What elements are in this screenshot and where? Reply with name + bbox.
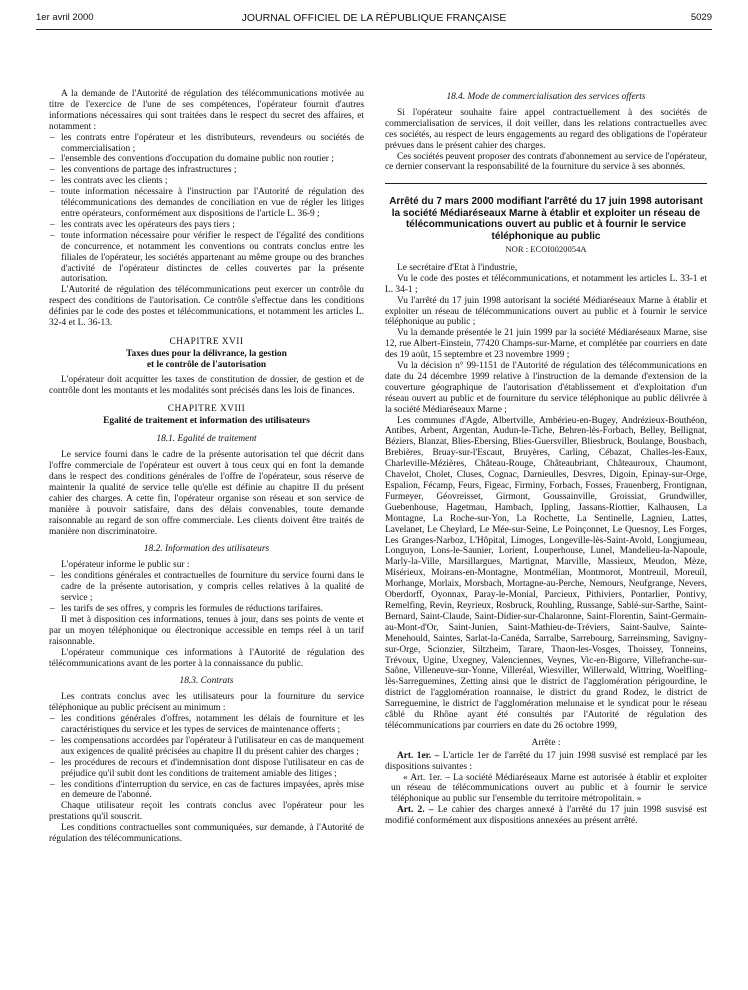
list-item: – les contrats avec les opérateurs des pays tiers ; — [49, 220, 364, 231]
list-item: – toute information nécessaire pour vérifier le respect de l'égalité des conditions de concurrence, et notamment les conventions ou contrats conclus entre les filiales de l'opérateur, les sociétés appartenant au même groupe ou des branches d'activité de l'opérateur distinctes de celles couvertes par la présente autorisation. — [49, 231, 364, 286]
paragraph: L'opérateur informe le public sur : — [61, 560, 190, 571]
list-item: – les conditions d'interruption du service, en cas de factures impayées, après mise en demeure de l'abonné. — [49, 780, 364, 802]
list-information — [49, 133, 364, 286]
paragraph-communes: Les communes d'Agde, Albertville, Ambérieu-en-Bugey, Andrézieux-Bouthéon, Antibes, Arbent, Argentan, Audun-le-Tiche, Behren-lès-Forbach, Belley, Bellignat, Béziers, Blanzat, Blies-Ebersing, Blies-Guersviller, Bliesbruck, Boulange, Bousbach, Brebières, Bruay-sur-l'Escaut, Bruyères, Carling, Cébazat, Challes-les-Eaux, Charleville-Mézières, Château-Rouge, Châteaubriant, Châteauroux, Chaumont, Chavelot, Cholet, Cluses, Cognac, Darnieulles, Desvres, Digoin, Epinay-sur-Orge, Espalion, Fécamp, Feurs, Figeac, Firminy, Forbach, Fosses, Frauenberg, Frontignan, Furmeyer, Géovreisset, Girmont, Goussainville, Groissiat, Grundwiller, Guebenhouse, Hagetmau, Hambach, Ippling, Jassans-Riottier, Kalhausen, La Montagne, La Roche-sur-Yon, La Rochette, La Sentinelle, Lagnieu, Lattes, Lavelanet, Le Cheylard, Le Mée-sur-Seine, Le Poinçonnet, Le Quesnoy, Les Forges, Les Granges-Narboz, L'Hôpital, Limoges, Longeville-lès-Saint-Avold, Longjumeau, Longuyon, Lons-le-Saunier, Lorient, Louperhouse, Lunel, Mandelieu-la-Napoule, Marly-la-Ville, Marsillargues, Martignat, Marville, Massieux, Meudon, Mèze, Misérieux, Moirans-en-Montagne, Montmélian, Montmorot, Montreuil, Moreuil, Morhange, Morlaix, Morsbach, Mortagne-au-Perche, Nemours, Neufgrange, Nevers, Oberdorff, Oyonnax, Paray-le-Monial, Parcieux, Pithiviers, Pontarlier, Pontivy, Remelfing, Revin, Reyrieux, Rosbruck, Rouhling, Russange, Sablé-sur-Sarthe, Saint-Bernard, Saint-Claude, Saint-Didier-sur-Chalaronne, Saint-Florentin, Saint-Germain-au-Mont-d'Or, Saint-Junien, Saint-Mathieu-de-Tréviers, Saint-Saulve, Sainte-Menehould, Saintes, Sarlat-la-Canéda, Sarralbe, Sarrebourg, Sarreinsming, Savigny-sur-Orge, Scionzier, Siltzheim, Tarare, Thaon-les-Vosges, Thoissey, Tonneins, Trévoux, Ugine, Uxegney, Valenciennes, Veynes, Vic-en-Bigorre, Villefranche-sur-Saône, Villeneuve-sur-Yonne, Villeréal, Wiesviller, Willerwald, Wittring, Woelfling-lès-Sarreguemines, Zetting ainsi que le district de l'agglomération périgourdine, le district de l'agglomération roannaise, le district du grand Rodez, le district de Sarreguemine, le district de l'agglomération melunaise et le syndicat pour le réseau câblé du Rhône ayant été consultés par l'Autorité de régulation des télécommunications par courriers en date du 26 octobre 1999, — [385, 415, 707, 731]
list-public-info — [49, 571, 364, 615]
paragraph: L'Autorité de régulation des télécommunications peut exercer un contrôle du respect des conditions de l'autorisation. Ce contrôle s'effectue dans les conditions définies par le code des postes et télécommunications, et notamment les articles L. 32-4 et L. 36-13. — [49, 285, 364, 329]
section-heading: 18.3. Contrats — [179, 676, 234, 687]
list-item: – les conditions générales et contractuelles de fourniture du service fourni dans le cadre de la présente autorisation, y compris celles relatives à la qualité de service ; — [49, 571, 364, 604]
chapter-heading: CHAPITRE XVIII — [167, 404, 246, 415]
paragraph: Si l'opérateur souhaite faire appel contractuellement à des sociétés de commercialisation de services, il doit veiller, dans les relations contractuelles avec ces sociétés, au respect de leurs engagements au regard des obligations de l'opérateur prévues dans le présent cahier des charges. — [385, 107, 707, 151]
paragraph: A la demande de l'Autorité de régulation des télécommunications motivée au titre de l'exercice de l'une de ses compétences, l'opérateur fournit d'autres informations nécessaires qui sont traitées dans le respect du secret des affaires, et notamment : — [49, 89, 364, 132]
paragraph: Le secrétaire d'Etat à l'industrie, — [397, 262, 518, 273]
left-column — [49, 89, 364, 845]
list-item: – les contrats entre l'opérateur et les distributeurs, revendeurs ou sociétés de commercialisation ; — [49, 133, 364, 155]
paragraph: Vu l'arrêté du 17 juin 1998 autorisant la société Médiaréseaux Marne à établir et exploiter un réseau de télécommunications ouvert au public et à fournir le service téléphonique au public ; — [385, 295, 707, 328]
list-item: – les compensations accordées par l'opérateur à l'utilisateur en cas de manquement aux exigences de qualité précisées au chapitre II du présent cahier des charges ; — [49, 736, 364, 758]
page-header — [36, 12, 712, 28]
article-2 — [385, 805, 707, 827]
list-item: – l'ensemble des conventions d'occupation du domaine public non routier ; — [49, 154, 364, 165]
section-heading: 18.2. Information des utilisateurs — [143, 544, 270, 555]
chapter-title-line: Taxes dues pour la délivrance, la gestion — [126, 348, 287, 359]
list-contracts — [49, 714, 364, 801]
header-date: 1er avril 2000 — [36, 12, 94, 23]
paragraph: Les conditions contractuelles sont communiquées, sur demande, à l'Autorité de régulation des télécommunications. — [49, 823, 364, 845]
right-column — [385, 92, 707, 827]
arrete-title: Arrêté du 7 mars 2000 modifiant l'arrêté du 17 juin 1998 autorisant la société Médiaréseaux Marne à établir et exploiter un réseau de télécommunications ouvert au public et à fournir le service téléphonique au public — [389, 196, 703, 242]
paragraph: L'opérateur doit acquitter les taxes de constitution de dossier, de gestion et de contrôle dont les montants et les modalités sont précisés dans les lois de finances. — [49, 374, 364, 396]
paragraph: Chaque utilisateur reçoit les contrats conclus avec l'opérateur pour les prestations qu'il souscrit. — [49, 801, 364, 823]
section-divider — [385, 183, 707, 184]
list-item: – toute information nécessaire à l'instruction par l'Autorité de régulation des télécommunications des demandes de conciliation en vue de régler les litiges entre opérateurs, conformément aux dispositions de l'article L. 36-9 ; — [49, 187, 364, 220]
list-item: – les tarifs de ses offres, y compris les formules de réductions tarifaires. — [49, 604, 364, 615]
article-1 — [385, 751, 707, 773]
list-item: – les procédures de recours et d'indemnisation dont dispose l'utilisateur en cas de préjudice qu'il subit dont les conditions de traitement amiable des litiges ; — [49, 758, 364, 780]
list-item: – les conditions générales d'offres, notamment les délais de fourniture et les caractéristiques du service et les types de services de maintenance offerts ; — [49, 714, 364, 736]
article-quote: « Art. 1er. – La société Médiaréseaux Marne est autorisée à établir et exploiter un réseau de télécommunications ouvert au public et à fournir le service téléphonique au public sur l'ensemble du territoire métropolitain. » — [391, 772, 707, 805]
arrete-heading: Arrête : — [531, 737, 561, 748]
paragraph: Ces sociétés peuvent proposer des contrats d'abonnement au service de l'opérateur, ce dernier conservant la responsabilité de la fourniture du service à ses abonnés. — [385, 151, 707, 173]
article-text: L'article 1er de l'arrêté du 17 juin 1998 susvisé est remplacé par les dispositions suivantes : — [385, 750, 707, 772]
list-item: – les contrats avec les clients ; — [49, 176, 364, 187]
paragraph: Vu le code des postes et télécommunications, et notamment les articles L. 33-1 et L. 34-1 ; — [385, 273, 707, 295]
journal-title: JOURNAL OFFICIEL DE LA RÉPUBLIQUE FRANÇAISE — [241, 12, 507, 24]
section-heading: 18.1. Egalité de traitement — [156, 434, 257, 445]
paragraph: Vu la demande présentée le 21 juin 1999 par la société Médiaréseaux Marne, sise 12, rue Albert-Einstein, 77420 Champs-sur-Marne, et complétée par courriers en date des 19 août, 15 septembre et 23 novembre 1999 ; — [385, 328, 707, 361]
page-number: 5029 — [690, 12, 712, 23]
article-label: Art. 2. – — [397, 805, 434, 816]
paragraph: Le service fourni dans le cadre de la présente autorisation tel que décrit dans l'offre commerciale de l'opérateur est ouvert à tous ceux qui en font la demande dans le respect des conditions générales de l'offre de l'opérateur, sous réserve de maintenir la qualité de service telle qu'elle est définie au chapitre II du présent cahier des charges. A cette fin, l'opérateur organise son réseau et son service de manière à pouvoir satisfaire, dans des délais convenables, toute demande raisonnable au regard de son offre commerciale. Les clients doivent être traités de manière non discriminatoire. — [49, 450, 364, 537]
paragraph: L'opérateur communique ces informations à l'Autorité de régulation des télécommunications avant de les porter à la connaissance du public. — [49, 647, 364, 669]
section-heading: 18.4. Mode de commercialisation des services offerts — [446, 92, 646, 102]
chapter-heading: CHAPITRE XVII — [169, 336, 244, 347]
chapter-title: Egalité de traitement et information des utilisateurs — [103, 416, 310, 427]
article-label: Art. 1er. – — [397, 750, 440, 761]
nor-reference: NOR : ECOI0020054A — [505, 243, 587, 254]
chapter-title — [49, 349, 364, 371]
paragraph: Les contrats conclus avec les utilisateurs pour la fourniture du service téléphonique au public précisent au minimum : — [49, 692, 364, 714]
paragraph: Il met à disposition ces informations, tenues à jour, dans ses points de vente et par un moyen téléphonique ou électronique accessible en temps réel à un tarif raisonnable. — [49, 614, 364, 647]
header-rule — [36, 29, 712, 30]
chapter-title-line: et le contrôle de l'autorisation — [146, 359, 267, 370]
paragraph: Vu la décision n° 99-1151 de l'Autorité de régulation des télécommunications en date du 24 décembre 1999 relative à l'instruction de la demande d'extension de la couverture géographique de l'autorisation d'établissement et d'exploitation d'un réseau ouvert au public et de fourniture du service téléphonique au public délivrée à la société Médiaréseaux Marne ; — [385, 361, 707, 415]
article-text: Le cahier des charges annexé à l'arrêté du 17 juin 1998 susvisé est modifié conformément aux dispositions annexées au présent arrêté. — [385, 805, 707, 827]
list-item: – les conventions de partage des infrastructures ; — [49, 165, 364, 176]
